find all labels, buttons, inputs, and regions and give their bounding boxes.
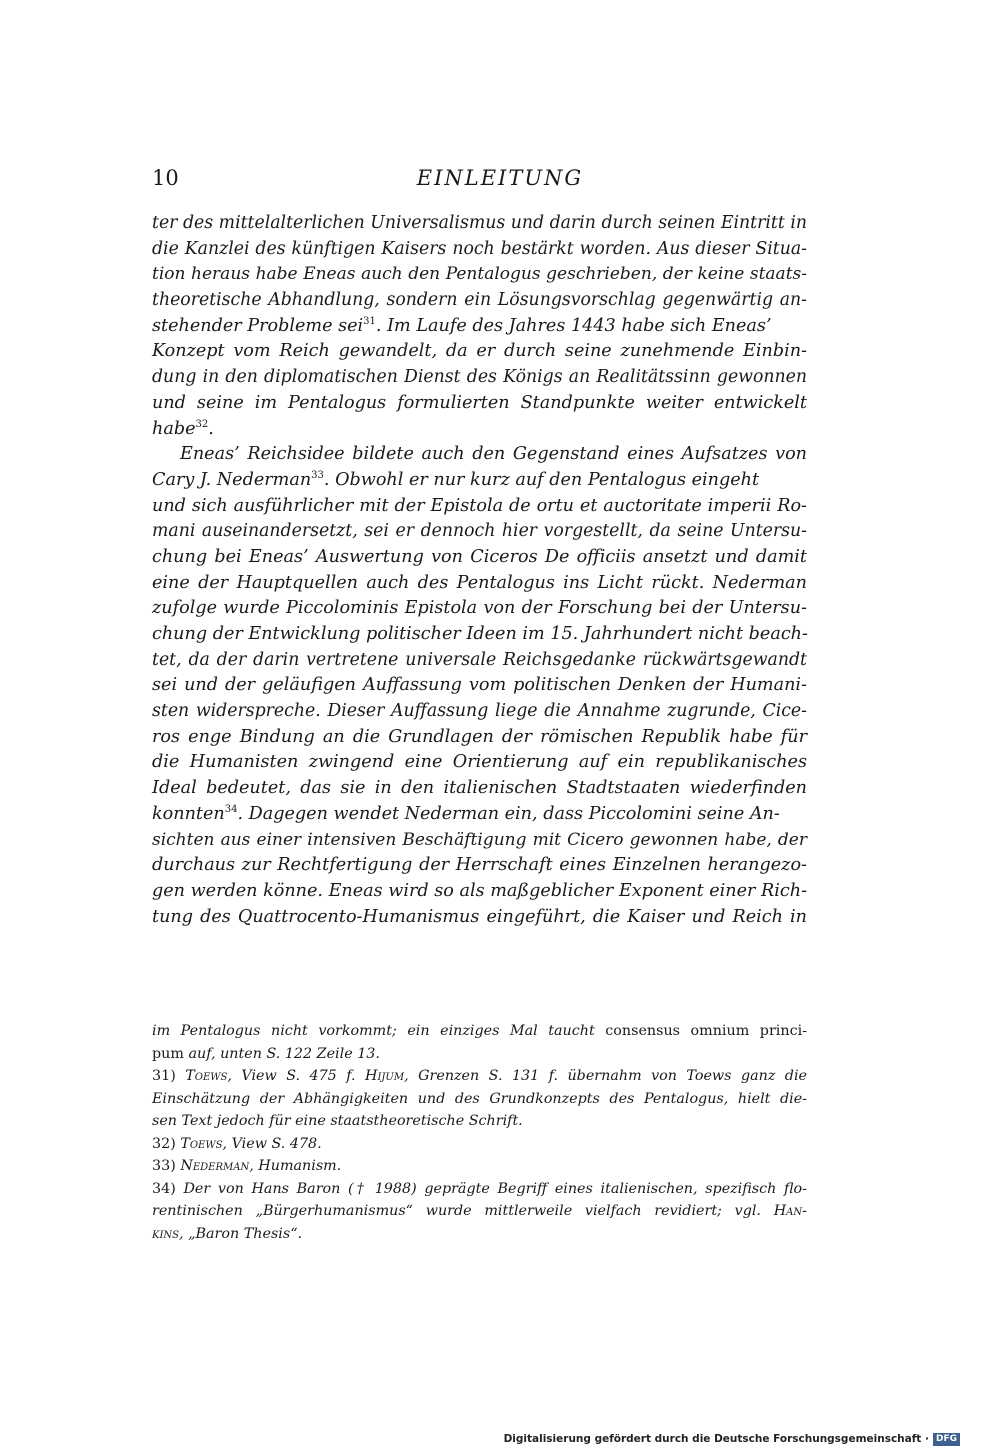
- text-line: theoretische Abhandlung, sondern ein Lösungsvorschlag gegenwärtig an-: [152, 290, 807, 311]
- text-fragment: auf, unten S. 122 Zeile 13.: [183, 1045, 380, 1062]
- text-line: [152, 314, 807, 340]
- footnote-ref: 31: [363, 315, 376, 327]
- text-line: die Humanisten zwingend eine Orientierung auf ein republikanisches: [152, 752, 807, 773]
- footnotes: [152, 1020, 807, 1245]
- text-fragment: , Grenzen S. 131 f. übernahm von Toews ganz die: [404, 1068, 807, 1084]
- text-line: gen werden könne. Eneas wird so als maßgeblicher Exponent einer Rich-: [152, 880, 808, 901]
- text-line: Konzept vom Reich gewandelt, da er durch seine zunehmende Einbin-: [152, 341, 807, 362]
- footnote-line: Einschätzung der Abhängigkeiten und des Grundkonzepts des Pentalogus, hielt die-: [152, 1090, 807, 1107]
- footnote-number: 31): [152, 1068, 176, 1084]
- text-line: und sich ausführlicher mit der Epistola de ortu et auctoritate imperii Ro-: [152, 495, 807, 516]
- text-line: [152, 468, 807, 494]
- text-line: Eneas’ Reichsidee bildete auch den Gegenstand eines Aufsatzes von: [180, 444, 807, 465]
- text-fragment: . Im Laufe des Jahres 1443 habe sich Eneas’: [375, 315, 772, 336]
- text-fragment: stehender Probleme sei: [152, 315, 364, 336]
- text-line: sei und der geläufigen Auffassung vom politischen Denken der Humani-: [152, 675, 807, 696]
- footnote-ref: 34: [224, 803, 238, 815]
- author-name: Hijum: [365, 1068, 405, 1084]
- text-fragment: , View S. 475 f.: [227, 1068, 365, 1084]
- credit-text: Digitalisierung gefördert durch die Deutsche Forschungsgemeinschaft ·: [503, 1433, 929, 1445]
- text-line: die Kanzlei des künftigen Kaisers noch bestärkt worden. Aus dieser Situa-: [152, 238, 807, 259]
- text-line: tion heraus habe Eneas auch den Pentalogus geschrieben, der keine staats-: [152, 264, 807, 285]
- footnote-line: [152, 1223, 807, 1246]
- footnote-number: 33): [152, 1158, 176, 1174]
- text-fragment: Der von Hans Baron († 1988) geprägte Begriff eines italienischen, spezifisch flo-: [183, 1180, 807, 1197]
- footnote-line: [152, 1200, 807, 1223]
- footnote-31: [152, 1065, 807, 1088]
- footnote-32: [152, 1133, 807, 1156]
- author-name: kins: [152, 1225, 180, 1242]
- author-name: Nederman: [180, 1158, 250, 1174]
- text-line: durchaus zur Rechtfertigung der Herrschaft eines Einzelnen herangezo-: [152, 855, 807, 876]
- footnote-line: sen Text jedoch für eine staatstheoretische Schrift.: [152, 1113, 523, 1129]
- footnote-number: 32): [152, 1135, 176, 1152]
- footnote-34: [152, 1178, 807, 1201]
- text-line: mani auseinandersetzt, sei er dennoch hier vorgestellt, da seine Untersu-: [152, 521, 807, 542]
- text-line: [152, 417, 807, 443]
- text-fragment: . Dagegen wendet Nederman ein, dass Piccolomini seine An-: [237, 803, 780, 824]
- quoted-term: consensus omnium princi-: [605, 1023, 807, 1039]
- footnote-ref: 33: [311, 470, 324, 482]
- author-name: Toews: [180, 1135, 223, 1152]
- text-fragment: rentinischen „Bürgerhumanismus“ wurde mittlerweile vielfach revidiert; vgl.: [152, 1203, 774, 1219]
- text-fragment: , „Baron Thesis“.: [179, 1225, 303, 1242]
- text-fragment: im Pentalogus nicht vorkommt; ein einziges Mal taucht: [152, 1023, 606, 1039]
- text-fragment: . Obwohl er nur kurz auf den Pentalogus eingeht: [323, 469, 760, 490]
- text-fragment: .: [208, 418, 214, 439]
- text-line: sichten aus einer intensiven Beschäftigung mit Cicero gewonnen habe, der: [152, 829, 807, 850]
- dfg-logo-icon: DFG: [933, 1433, 960, 1446]
- digitization-credit: [504, 1432, 960, 1446]
- footnote-line: [152, 1043, 807, 1066]
- text-line: ros enge Bindung an die Grundlagen der römischen Republik habe für: [152, 726, 807, 747]
- text-line: ter des mittelalterlichen Universalismus und darin durch seinen Eintritt in: [152, 213, 807, 233]
- text-line: und seine im Pentalogus formulierten Standpunkte weiter entwickelt: [152, 392, 807, 413]
- quoted-term: pum: [152, 1045, 184, 1062]
- text-line: tung des Quattrocento-Humanismus eingeführt, die Kaiser und Reich in: [152, 906, 807, 927]
- text-line: eine der Hauptquellen auch des Pentalogus ins Licht rückt. Nederman: [152, 572, 807, 593]
- page-number: 10: [152, 166, 179, 190]
- footnote-ref: 32: [195, 418, 209, 430]
- author-name: Toews: [185, 1068, 228, 1084]
- text-line: [152, 802, 807, 828]
- text-line: sten widerspreche. Dieser Auffassung liege die Annahme zugrunde, Cice-: [152, 701, 807, 722]
- text-line: chung bei Eneas’ Auswertung von Ciceros De officiis ansetzt und damit: [152, 546, 807, 567]
- footnote-line: [152, 1020, 807, 1043]
- text-line: chung der Entwicklung politischer Ideen im 15. Jahrhundert nicht beach-: [152, 624, 808, 644]
- running-head: EINLEITUNG: [416, 166, 584, 190]
- text-fragment: Cary J. Nederman: [152, 469, 312, 490]
- text-line: zufolge wurde Piccolominis Epistola von der Forschung bei der Untersu-: [152, 598, 807, 619]
- text-line: tet, da der darin vertretene universale Reichsgedanke rückwärtsgewandt: [152, 649, 807, 670]
- body-text: [152, 211, 807, 930]
- footnote-number: 34): [152, 1180, 176, 1197]
- text-line: dung in den diplomatischen Dienst des Königs an Realitätssinn gewonnen: [152, 367, 807, 388]
- text-fragment: , Humanism.: [249, 1158, 342, 1174]
- text-fragment: konnten: [152, 803, 225, 824]
- text-fragment: habe: [152, 418, 196, 439]
- footnote-33: [152, 1155, 807, 1178]
- author-name: Han-: [773, 1203, 807, 1219]
- text-fragment: , View S. 478.: [222, 1135, 322, 1152]
- text-line: Ideal bedeutet, das sie in den italienischen Stadtstaaten wiederfinden: [152, 778, 807, 799]
